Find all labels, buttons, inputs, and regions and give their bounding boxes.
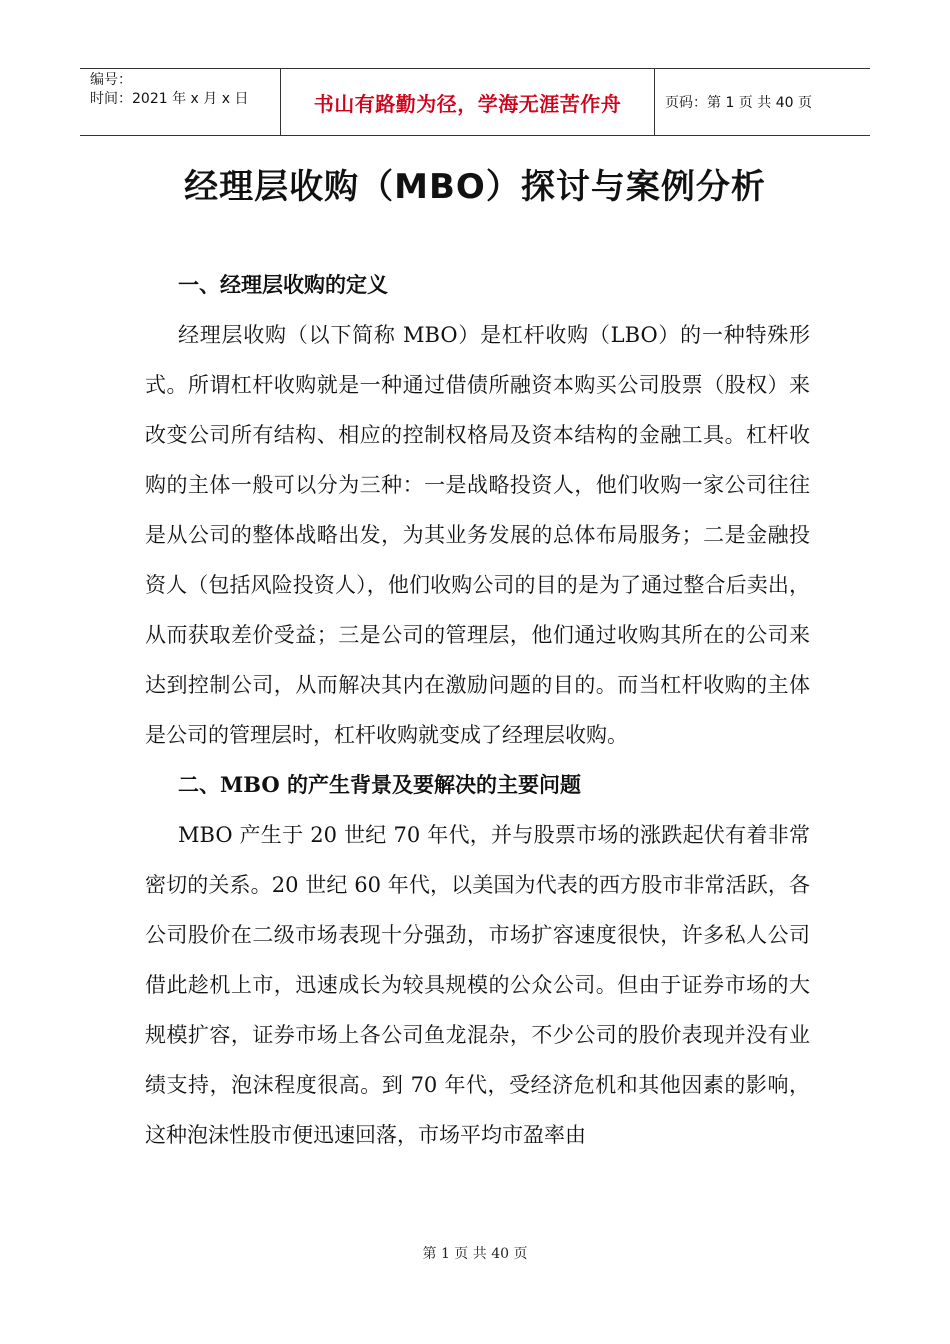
header-page-info-cell bbox=[655, 69, 870, 135]
section-heading: 一、经理层收购的定义 bbox=[178, 272, 388, 297]
document-number-label: 编号： bbox=[90, 72, 132, 88]
page-footer: 第 1 页 共 40 页 bbox=[422, 1246, 528, 1262]
section bbox=[145, 260, 810, 760]
header-motto: 书山有路勤为径，学海无涯苦作舟 bbox=[313, 91, 622, 116]
header-motto-cell bbox=[281, 69, 655, 135]
document-header bbox=[80, 68, 870, 136]
document-title: 经理层收购（MBO）探讨与案例分析 bbox=[184, 167, 766, 207]
section-paragraph: MBO 产生于 20 世纪 70 年代，并与股票市场的涨跌起伏有着非常密切的关系。20 世纪 60 年代，以美国为代表的西方股市非常活跃，各公司股价在二级市场表现十分强劲，市场扩容速度很快，许多私人公司借此趁机上市，迅速成长为较具规模的公众公司。但由于证券市场的大规模扩容，证券市场上各公司鱼龙混杂，不少公司的股价表现并没有业绩支持，泡沫程度很高。到 70 年代，受经济危机和其他因素的影响，这种泡沫性股市便迅速回落，市场平均市盈率由 bbox=[145, 823, 810, 1147]
section bbox=[145, 760, 810, 1160]
section-heading: 二、MBO 的产生背景及要解决的主要问题 bbox=[178, 772, 581, 797]
document-date: 时间：2021 年 x 月 x 日 bbox=[90, 91, 249, 107]
document-body bbox=[145, 260, 810, 1160]
header-meta bbox=[80, 69, 281, 135]
section-paragraph: 经理层收购（以下简称 MBO）是杠杆收购（LBO）的一种特殊形式。所谓杠杆收购就是一种通过借债所融资本购买公司股票（股权）来改变公司所有结构、相应的控制权格局及资本结构的金融工具。杠杆收购的主体一般可以分为三种：一是战略投资人，他们收购一家公司往往是从公司的整体战略出发，为其业务发展的总体布局服务；二是金融投资人（包括风险投资人），他们收购公司的目的是为了通过整合后卖出，从而获取差价受益；三是公司的管理层，他们通过收购其所在的公司来达到控制公司，从而解决其内在激励问题的目的。而当杠杆收购的主体是公司的管理层时，杠杆收购就变成了经理层收购。 bbox=[145, 323, 810, 747]
header-page-info: 页码：第 1 页 共 40 页 bbox=[665, 95, 812, 111]
